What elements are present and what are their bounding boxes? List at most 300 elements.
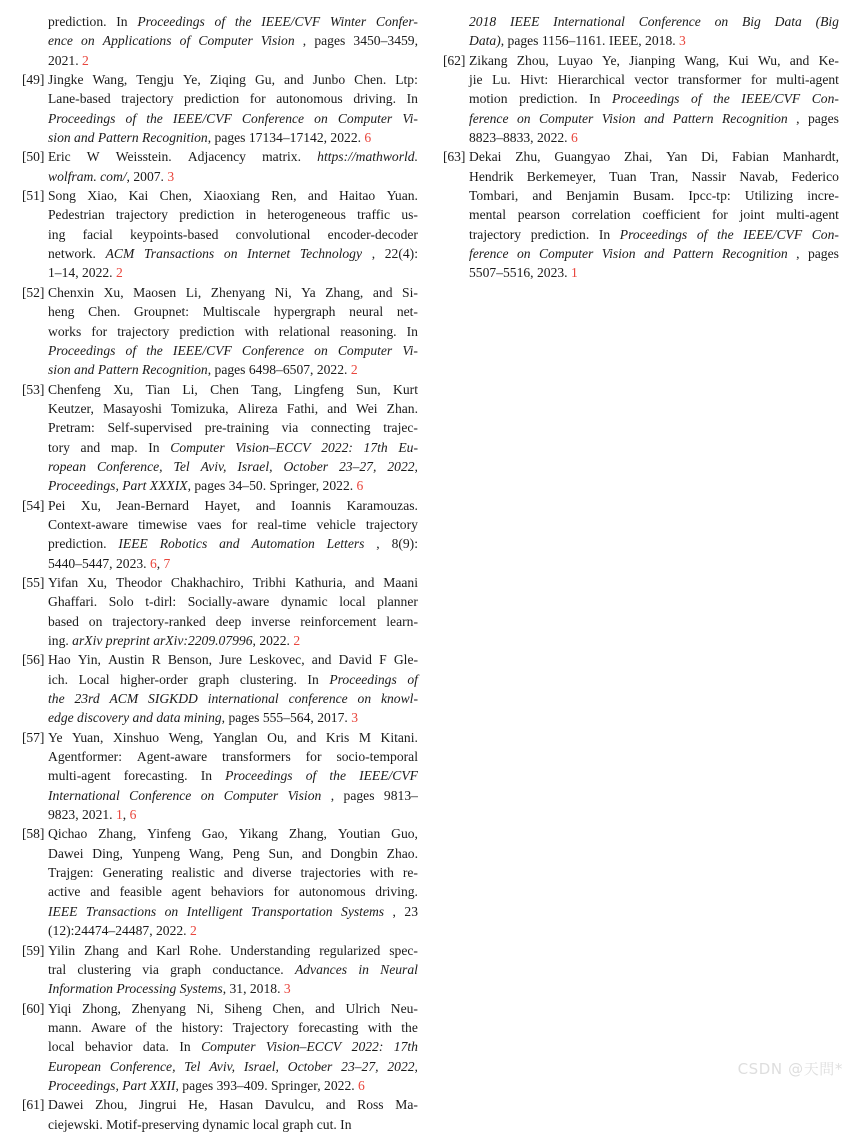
reference-line	[469, 109, 839, 128]
reference-word: Xinshuo	[112, 729, 160, 745]
reference-word: October	[283, 458, 329, 474]
reference-number: [53]	[22, 381, 45, 397]
reference-word: net-	[396, 304, 418, 320]
reference-line	[48, 418, 418, 437]
reference-line	[48, 747, 418, 766]
reference-word: Transactions	[85, 903, 157, 919]
reference-word: Computer	[337, 342, 393, 358]
reference-word: Weng,	[168, 729, 204, 745]
reference-word: Eu-	[398, 439, 418, 455]
reference-word: 23rd	[74, 691, 100, 707]
reference-word: local	[48, 1039, 75, 1055]
reference-body	[48, 728, 418, 825]
reference-word: on	[200, 787, 215, 803]
reference-word: Big	[741, 14, 761, 29]
reference-number: [57]	[22, 729, 45, 745]
reference-word: Zhao.	[386, 845, 418, 861]
reference-word: International	[48, 787, 120, 803]
reference-word: Navab,	[739, 168, 779, 184]
reference-word: us-	[401, 207, 418, 223]
reference-line	[48, 380, 418, 399]
reference-word: motion	[469, 91, 508, 107]
reference-word: prediction.	[519, 91, 578, 107]
reference-word: mann.	[48, 1019, 82, 1035]
reference-number: [63]	[443, 149, 466, 165]
reference-word: Zhu,	[515, 149, 541, 165]
reference-line	[48, 302, 418, 321]
reference-text-run: , 2022.	[252, 633, 294, 648]
reference-word: ence	[48, 33, 73, 49]
reference-word: Dongbin	[330, 845, 378, 861]
reference-word: Ye	[48, 729, 63, 745]
reference-word: ,	[302, 33, 307, 49]
reference-word: Computer	[538, 110, 594, 126]
reference-body	[48, 70, 418, 147]
reference-line	[48, 109, 418, 128]
reference-text-run: 8823–8833, 2022.	[469, 130, 571, 146]
reference-word: Conference	[241, 342, 305, 358]
reference-word: graph	[198, 671, 230, 687]
reference-entry-49	[22, 70, 418, 147]
reference-word: Systems	[341, 903, 385, 919]
reference-word: timewise	[138, 516, 188, 532]
reference-word: Yiqi	[48, 1000, 72, 1016]
reference-word: Conference	[241, 110, 305, 126]
reference-word: trajectory	[115, 207, 168, 223]
reference-word: Ross	[357, 1097, 384, 1113]
reference-word: Israel,	[243, 1058, 279, 1074]
reference-body	[48, 283, 418, 380]
reference-word: Austin	[108, 652, 145, 668]
reference-line	[48, 186, 418, 205]
reference-word: prediction.	[48, 536, 107, 552]
reference-word: Applications	[102, 33, 172, 49]
reference-word: Ghaffari.	[48, 594, 98, 610]
reference-word: Yin,	[77, 652, 101, 668]
reference-word: Maosen	[133, 284, 177, 300]
citation-page-ref: 2	[81, 52, 89, 68]
reference-word: ,	[392, 903, 396, 919]
reference-line	[48, 263, 418, 282]
reference-word: Sun,	[268, 845, 293, 861]
reference-word: prediction.	[530, 226, 590, 242]
reference-text-run: sion and Pattern Recognition	[48, 130, 208, 146]
left-reference-column	[22, 12, 418, 1134]
reference-word: pages	[807, 110, 839, 126]
reference-word: Gao,	[201, 826, 228, 842]
reference-word: Hasan	[219, 1097, 254, 1113]
reference-word: Alireza	[237, 400, 278, 416]
reference-line	[48, 554, 418, 573]
reference-word: Tribhi	[252, 574, 287, 590]
reference-word: prediction.	[48, 14, 107, 29]
reference-word: Yuan,	[72, 729, 104, 745]
reference-word: Xiao,	[87, 188, 118, 204]
reference-word: the	[329, 768, 346, 784]
reference-word: Intelligent	[186, 903, 243, 919]
reference-word: Nassir	[691, 168, 727, 184]
reference-word: He,	[188, 1097, 208, 1113]
reference-word: Eric	[48, 149, 71, 165]
citation-page-ref: 2	[350, 362, 358, 378]
reference-word: convolutional	[235, 226, 311, 242]
reference-number: [59]	[22, 942, 45, 958]
reference-number: [52]	[22, 284, 45, 300]
reference-word: the	[146, 110, 163, 126]
reference-number: [61]	[22, 1097, 45, 1113]
reference-word: Vision–ECCV	[235, 439, 311, 455]
reference-word: Ye,	[182, 72, 201, 88]
reference-word: Youtian	[337, 826, 381, 842]
reference-word: behaviors	[210, 884, 264, 900]
reference-word: feasible	[119, 884, 162, 900]
reference-word: Conference	[638, 14, 701, 29]
reference-word: and	[296, 729, 317, 745]
reference-word: Tel	[184, 1058, 201, 1074]
reference-word: ,	[330, 787, 335, 803]
reference-word: Confer-	[375, 14, 418, 29]
reference-body	[48, 999, 418, 1096]
citation-page-ref: 6	[364, 130, 372, 146]
reference-word: ACM	[105, 246, 135, 262]
reference-word: socio-temporal	[336, 749, 418, 765]
reference-word: and	[219, 536, 240, 552]
reference-line	[48, 941, 418, 960]
reference-word: Proceedings	[48, 342, 116, 358]
reference-word: neural	[349, 304, 384, 320]
citation-page-ref: 6	[149, 555, 157, 571]
reference-word: IEEE/CVF	[743, 226, 803, 242]
reference-text-run: , pages 34–50. Springer, 2022.	[187, 478, 357, 494]
reference-word: In	[179, 1039, 191, 1055]
reference-word: 3450–3459,	[353, 33, 418, 49]
reference-word: for	[750, 72, 767, 88]
reference-word: Tomizuka,	[171, 400, 229, 416]
reference-word: Tuan	[609, 168, 637, 184]
reference-word: and	[80, 439, 101, 455]
reference-line	[48, 592, 418, 611]
reference-word: R	[151, 652, 161, 668]
reference-word: Karamouzas.	[346, 497, 418, 513]
reference-word: for	[711, 207, 728, 223]
reference-word: Recognition	[722, 110, 788, 126]
reference-word: Song	[48, 188, 76, 204]
reference-text-run: 9823, 2021.	[48, 807, 116, 823]
reference-word: ropean	[48, 458, 87, 474]
reference-word: and	[354, 574, 375, 590]
reference-entry-61-continued	[443, 12, 839, 51]
reference-word: David	[338, 652, 372, 668]
reference-word: Tombari,	[469, 188, 519, 204]
reference-body	[48, 824, 418, 940]
right-reference-column	[443, 12, 839, 283]
reference-line	[48, 360, 418, 379]
reference-line	[469, 263, 839, 282]
reference-word: Xu,	[87, 574, 108, 590]
reference-word: Di,	[701, 149, 719, 165]
reference-line	[48, 89, 418, 108]
reference-line	[48, 708, 418, 727]
reference-word: Tel	[173, 458, 190, 474]
reference-word: Ulrich	[345, 1000, 381, 1016]
reference-number: [62]	[443, 52, 466, 68]
reference-word: trajectory	[469, 226, 522, 242]
reference-word: Tian	[145, 381, 170, 397]
reference-word: Benson,	[167, 652, 213, 668]
reference-word: trajectory	[365, 516, 418, 532]
reference-word: Con-	[811, 226, 839, 242]
reference-word: Data	[774, 14, 802, 29]
reference-word: 22(4):	[384, 246, 418, 262]
reference-word: 9813–	[383, 787, 418, 803]
reference-word: 8(9):	[391, 536, 418, 552]
reference-line	[48, 70, 418, 89]
reference-word: driving.	[353, 91, 396, 107]
reference-word: Vision	[601, 246, 636, 262]
reference-word: Winter	[329, 14, 367, 29]
reference-body	[48, 1095, 418, 1134]
reference-word: Wei	[355, 400, 378, 416]
reference-text-run: , pages 6498–6507, 2022.	[207, 362, 351, 378]
reference-word: Vision–ECCV	[265, 1039, 342, 1055]
reference-word: Computer	[198, 33, 253, 49]
reference-word: multi-agent	[776, 207, 839, 223]
reference-word: Con-	[811, 91, 839, 107]
reference-word: Busam.	[633, 188, 675, 204]
reference-word: re-	[402, 865, 418, 881]
reference-line	[469, 51, 839, 70]
reference-word: Ke-	[818, 52, 839, 68]
reference-word: Benjamin	[566, 188, 619, 204]
reference-word: and	[284, 72, 304, 88]
reference-word: Context-aware	[48, 516, 129, 532]
reference-word: vector	[634, 72, 669, 88]
reference-word: realistic	[171, 865, 215, 881]
reference-word: for	[249, 91, 266, 107]
reference-text-run: 2021.	[48, 52, 82, 68]
reference-word: Haitao	[338, 188, 376, 204]
reference-word: Kui	[728, 52, 749, 68]
reference-line	[48, 728, 418, 747]
reference-word: Aviv,	[209, 1058, 236, 1074]
reference-word: higher-order	[120, 671, 188, 687]
reference-line	[469, 186, 839, 205]
reference-word: Chen,	[272, 1000, 305, 1016]
reference-line	[48, 902, 418, 921]
reference-word: the	[155, 1019, 173, 1035]
reference-word: Ye,	[602, 52, 620, 68]
reference-line	[48, 882, 418, 901]
reference-line	[48, 341, 418, 360]
reference-word: Jingke	[48, 72, 84, 88]
reference-entry-48-continued	[22, 12, 418, 70]
reference-word: Recognition	[722, 246, 788, 262]
reference-word: on	[314, 342, 328, 358]
reference-word: Manhardt,	[782, 149, 839, 165]
reference-word: the	[401, 1019, 418, 1035]
reference-word: in	[245, 207, 257, 223]
reference-text-run: edge discovery and data mining	[48, 710, 222, 726]
reference-word: on	[516, 246, 531, 262]
reference-word: Agent-aware	[136, 749, 208, 765]
reference-word: of	[691, 91, 702, 107]
citation-page-ref: 1	[570, 265, 578, 281]
reference-text-run: Data)	[469, 33, 501, 49]
reference-word: traffic	[357, 207, 391, 223]
reference-word: multi-agent	[776, 72, 839, 88]
reference-text-run: ,	[156, 555, 164, 571]
reference-word: Chakhachiro,	[170, 574, 244, 590]
reference-word: and	[643, 110, 665, 126]
reference-word: vaes	[197, 516, 222, 532]
reference-word: Zhenyang	[210, 284, 266, 300]
reference-word: Zhan.	[386, 400, 418, 416]
reference-word: Ren,	[271, 188, 297, 204]
reference-text-run: wolfram. com/	[48, 168, 127, 184]
reference-word: Trajgen:	[48, 865, 94, 881]
reference-word: in	[358, 961, 369, 977]
reference-text-run: 5507–5516, 2023.	[469, 265, 571, 281]
reference-word: Yifan	[48, 574, 79, 590]
reference-word: Si-	[402, 284, 418, 300]
reference-word: Solo	[108, 594, 134, 610]
reference-word: Self-supervised	[107, 420, 193, 436]
reference-word: Jingrui	[138, 1097, 177, 1113]
reference-text-run: , pages 17134–17142, 2022.	[207, 130, 365, 146]
reference-word: Multiscale	[202, 304, 261, 320]
reference-word: on	[516, 110, 531, 126]
reference-word: real-time	[257, 516, 307, 532]
reference-word: Conference,	[109, 1058, 176, 1074]
reference-word: Vision	[287, 787, 322, 803]
reference-word: 23–27,	[341, 1058, 379, 1074]
citation-page-ref: 6	[129, 807, 137, 823]
reference-word: Computer	[538, 246, 594, 262]
reference-word: W	[86, 149, 100, 165]
reference-word: Hivt:	[520, 72, 549, 88]
reference-word: Kitani.	[380, 729, 418, 745]
reference-word: Xu,	[103, 284, 124, 300]
reference-word: Chen.	[88, 304, 121, 320]
reference-word: Vi-	[402, 110, 418, 126]
reference-word: IEEE	[509, 14, 540, 29]
reference-word: pages	[807, 246, 839, 262]
reference-word: based	[48, 613, 79, 629]
reference-word: data.	[142, 1039, 169, 1055]
reference-text-run: Proceedings, Part XXII	[48, 1077, 176, 1093]
reference-word: Automation	[251, 536, 315, 552]
reference-word: Technology	[299, 246, 363, 262]
citation-page-ref: 6	[358, 1077, 365, 1093]
reference-word: Chen	[210, 381, 239, 397]
reference-word: pearson	[517, 207, 561, 223]
reference-word: Chen.	[354, 72, 387, 88]
reference-word: local	[339, 594, 366, 610]
reference-text-run: , 2007.	[126, 168, 168, 184]
reference-word: Proceedings	[619, 226, 688, 242]
reference-line	[48, 766, 418, 785]
reference-word: on	[314, 110, 328, 126]
reference-entry-53	[22, 380, 418, 496]
reference-word: of	[125, 342, 137, 358]
reference-word: In	[589, 91, 601, 107]
reference-word: Zhang	[84, 942, 119, 958]
reference-word: and	[307, 188, 328, 204]
reference-text-run: , 31, 2018.	[222, 981, 284, 997]
reference-word: heterogeneous	[267, 207, 346, 223]
reference-line	[48, 51, 418, 70]
citation-page-ref: 7	[163, 555, 171, 571]
reference-word: graph	[170, 961, 202, 977]
reference-word: Aviv,	[200, 458, 227, 474]
reference-word: Ziqing	[209, 72, 246, 88]
reference-word: Theodor	[115, 574, 162, 590]
reference-word: regularized	[319, 942, 381, 958]
reference-word: with	[367, 1019, 392, 1035]
reference-entry-56	[22, 650, 418, 727]
reference-entry-55	[22, 573, 418, 650]
reference-word: pre-training	[204, 420, 269, 436]
reference-word: Masayoshi	[102, 400, 162, 416]
reference-number: [54]	[22, 497, 45, 513]
reference-line	[48, 824, 418, 843]
reference-word: inverse	[251, 613, 291, 629]
reference-word: and	[327, 400, 347, 416]
citation-page-ref: 2	[293, 633, 301, 648]
citation-page-ref: 6	[356, 478, 364, 494]
reference-entry-61	[22, 1095, 418, 1134]
reference-word: October	[287, 1058, 333, 1074]
reference-word: Ipcc-tp:	[688, 188, 731, 204]
reference-word: joint	[739, 207, 765, 223]
reference-line	[48, 31, 418, 50]
reference-word: Leskovec,	[249, 652, 305, 668]
reference-word: and	[127, 942, 148, 958]
reference-word: Qichao	[48, 826, 88, 842]
reference-word: Tang,	[251, 381, 282, 397]
reference-line	[48, 457, 418, 476]
reference-word: 2022,	[387, 1058, 418, 1074]
reference-word: Berkemeyer,	[526, 168, 596, 184]
reference-word: https://mathworld.	[317, 149, 418, 165]
reference-word: Computer	[223, 787, 279, 803]
reference-number: [51]	[22, 188, 45, 204]
reference-word: Adjacency	[187, 149, 246, 165]
reference-word: Zhang,	[325, 284, 364, 300]
reference-body	[48, 496, 418, 573]
reference-word: Lu.	[492, 72, 511, 88]
reference-word: Yan	[666, 149, 688, 165]
reference-line	[48, 921, 418, 940]
reference-word: ing	[48, 226, 66, 242]
reference-word: 2022,	[387, 458, 418, 474]
reference-word: SIGKDD	[148, 691, 198, 707]
reference-word: deep	[215, 613, 242, 629]
reference-word: Fabian	[731, 149, 769, 165]
reference-body	[469, 12, 839, 51]
reference-word: Weisstein.	[115, 149, 172, 165]
reference-word: of	[135, 1019, 147, 1035]
reference-line	[48, 515, 418, 534]
reference-line	[469, 147, 839, 166]
reference-word: on	[164, 903, 179, 919]
reference-entry-63	[443, 147, 839, 282]
reference-line	[48, 999, 418, 1018]
reference-line	[48, 496, 418, 515]
reference-word: Pedestrian	[48, 207, 105, 223]
reference-word: In	[406, 323, 418, 339]
reference-word: Luyao	[558, 52, 593, 68]
